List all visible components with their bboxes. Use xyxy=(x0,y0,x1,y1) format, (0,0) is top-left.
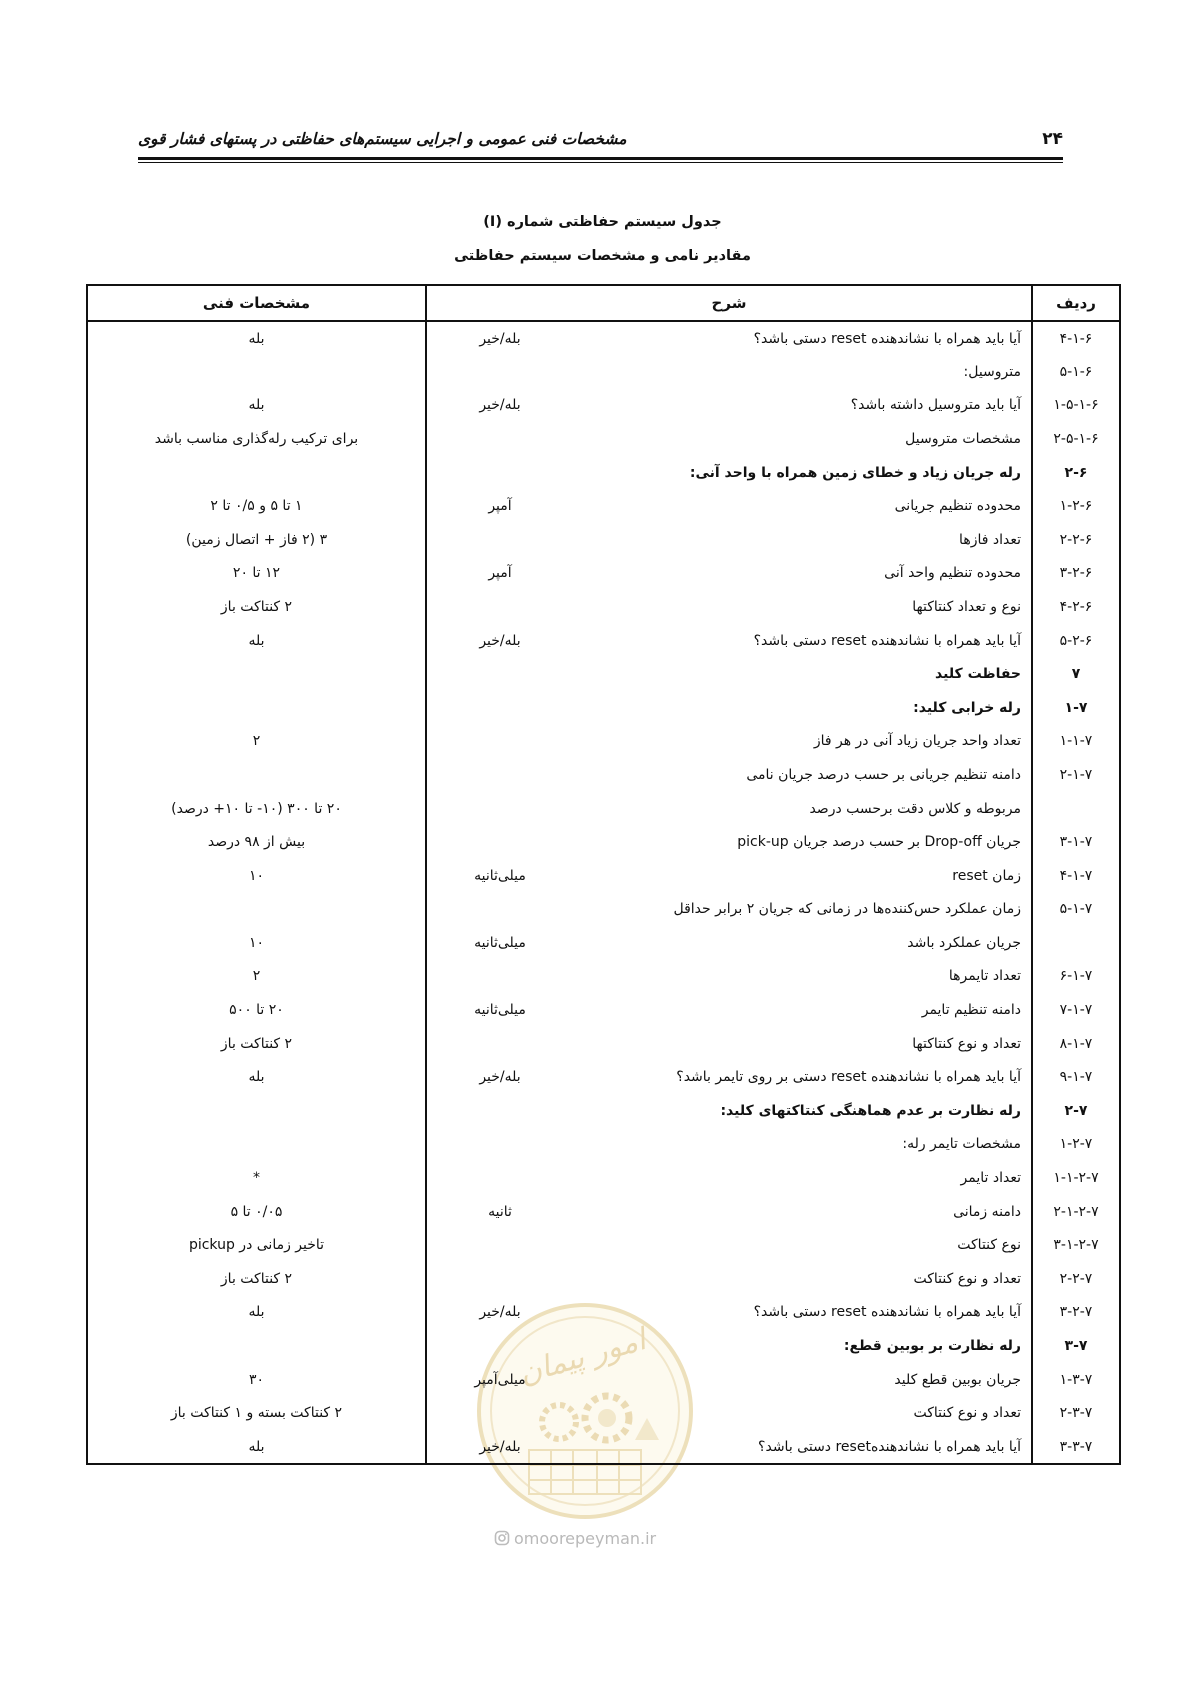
description-inner xyxy=(427,1397,1031,1430)
description-cell xyxy=(426,859,1032,893)
specification-text: ۲ کنتاکت باز xyxy=(220,1035,293,1052)
row-number-cell xyxy=(1032,422,1120,456)
spec-table xyxy=(86,284,1121,1465)
table-row xyxy=(87,1060,1120,1094)
description-cell xyxy=(426,489,1032,523)
row-number-cell xyxy=(1032,1161,1120,1195)
description-text: زمان عملکرد حس‌کننده‌ها در زمانی که جریان ۲ برابر حداقل xyxy=(673,901,1021,918)
specification-cell xyxy=(87,389,426,423)
specification-cell xyxy=(87,960,426,994)
row-number-cell xyxy=(1032,489,1120,523)
description-cell xyxy=(426,691,1032,725)
row-number-cell xyxy=(1032,1396,1120,1430)
specification-cell xyxy=(87,1228,426,1262)
description-text: تعداد واحد جریان زیاد آنی در هر فاز xyxy=(813,733,1021,750)
specification-cell xyxy=(87,523,426,557)
description-inner xyxy=(427,1128,1031,1161)
description-inner xyxy=(427,792,1031,825)
description-text: محدوده تنظیم جریانی xyxy=(894,498,1021,515)
table-row xyxy=(87,1296,1120,1330)
description-inner xyxy=(427,691,1031,724)
description-cell xyxy=(426,355,1032,389)
table-row xyxy=(87,389,1120,423)
table-section-row xyxy=(87,657,1120,691)
header-rule-thin xyxy=(138,162,1063,163)
unit-text: آمپر xyxy=(488,565,512,582)
description-inner xyxy=(427,1162,1031,1195)
description-cell xyxy=(426,1128,1032,1162)
specification-text: ۲ کنتاکت بسته و ۱ کنتاکت باز xyxy=(170,1405,343,1422)
description-text: آیا باید همراه با نشاندهنده reset دستی بر روی تایمر باشد؟ xyxy=(676,1069,1021,1086)
row-number: ۶-۲-۱ xyxy=(1059,498,1093,515)
specification-text: ۲ کنتاکت باز xyxy=(220,1270,293,1287)
description-text: محدوده تنظیم واحد آنی xyxy=(884,565,1021,582)
description-inner xyxy=(427,557,1031,590)
description-cell xyxy=(426,1094,1032,1128)
description-inner xyxy=(427,725,1031,758)
description-text: مربوطه و کلاس دقت برحسب درصد xyxy=(809,800,1021,817)
table-head xyxy=(87,285,1120,321)
row-number: ۷-۲-۱-۲ xyxy=(1053,1203,1099,1220)
specification-text: ۲ xyxy=(252,968,261,985)
row-number: ۶-۲-۲ xyxy=(1059,531,1093,548)
specification-cell xyxy=(87,1060,426,1094)
description-cell xyxy=(426,758,1032,792)
specification-cell xyxy=(87,1363,426,1397)
specification-text: * xyxy=(253,1170,260,1187)
row-number: ۷-۱-۵ xyxy=(1059,901,1093,918)
description-inner xyxy=(427,355,1031,388)
description-inner xyxy=(427,590,1031,623)
specification-cell xyxy=(87,489,426,523)
description-inner xyxy=(427,1094,1031,1127)
description-text: آیا باید همراه با نشاندهندهreset دستی باشد؟ xyxy=(758,1438,1021,1455)
description-text: دامنه تنظیم جریانی بر حسب درصد جریان نامی xyxy=(746,766,1021,783)
row-number: ۷-۲-۱ xyxy=(1059,1136,1093,1153)
table-section-row xyxy=(87,1329,1120,1363)
description-cell xyxy=(426,624,1032,658)
specification-cell xyxy=(87,1128,426,1162)
specification-cell xyxy=(87,725,426,759)
row-number: ۷-۲-۲ xyxy=(1059,1270,1093,1287)
specification-cell xyxy=(87,926,426,960)
description-inner xyxy=(427,1229,1031,1262)
row-number: ۷-۲-۱-۳ xyxy=(1053,1237,1099,1254)
row-number-cell xyxy=(1032,657,1120,691)
row-number-cell xyxy=(1032,691,1120,725)
description-cell xyxy=(426,321,1032,355)
specification-text: ۲ xyxy=(252,733,261,750)
table-row xyxy=(87,725,1120,759)
row-number: ۷-۲-۱-۱ xyxy=(1053,1170,1099,1187)
row-number-cell xyxy=(1032,1027,1120,1061)
description-cell xyxy=(426,1430,1032,1464)
specification-text: برای ترکیب رله‌گذاری مناسب باشد xyxy=(154,430,359,447)
row-number-cell xyxy=(1032,1195,1120,1229)
specification-text: بله xyxy=(248,330,265,347)
specification-cell xyxy=(87,321,426,355)
specification-text: ۱ تا ۵ و ۰/۵ تا ۲ xyxy=(210,498,303,515)
row-number: ۶-۱-۴ xyxy=(1059,330,1093,347)
description-inner xyxy=(427,322,1031,355)
specification-text: بیش از ۹۸ درصد xyxy=(207,834,306,851)
row-number: ۷-۱-۷ xyxy=(1059,1002,1093,1019)
description-cell xyxy=(426,523,1032,557)
row-number: ۶-۱-۵ xyxy=(1059,363,1093,380)
row-number: ۷-۱-۶ xyxy=(1059,968,1093,985)
specification-cell xyxy=(87,456,426,490)
description-inner xyxy=(427,994,1031,1027)
specification-cell xyxy=(87,1027,426,1061)
description-inner xyxy=(427,1296,1031,1329)
specification-text: ۲۰ تا ۵۰۰ xyxy=(229,1002,284,1019)
specification-cell xyxy=(87,993,426,1027)
watermark-site-text: omoorepeyman.ir xyxy=(514,1528,657,1548)
row-number: ۷-۱-۴ xyxy=(1059,867,1093,884)
description-cell xyxy=(426,825,1032,859)
table-header-row xyxy=(87,285,1120,321)
page-number: ۲۴ xyxy=(1042,129,1063,149)
description-text: مشخصات تایمر رله: xyxy=(902,1136,1021,1153)
description-text: آیا باید همراه با نشاندهنده reset دستی باشد؟ xyxy=(753,330,1021,347)
table-section-row xyxy=(87,456,1120,490)
row-number: ۷-۱-۳ xyxy=(1059,834,1093,851)
logo-lettering: امور پیمان xyxy=(515,1322,650,1392)
description-inner xyxy=(427,893,1031,926)
table-row xyxy=(87,1262,1120,1296)
description-inner xyxy=(427,826,1031,859)
table-row xyxy=(87,1161,1120,1195)
description-inner xyxy=(427,926,1031,959)
description-inner xyxy=(427,1430,1031,1463)
specification-text: ۳۰ xyxy=(248,1371,265,1388)
row-number-cell xyxy=(1032,893,1120,927)
specification-cell xyxy=(87,1396,426,1430)
unit-text: میلی‌ثانیه xyxy=(474,934,526,951)
row-number-cell xyxy=(1032,1128,1120,1162)
row-number: ۶-۱-۵-۱ xyxy=(1053,397,1099,414)
description-inner xyxy=(427,960,1031,993)
specification-cell xyxy=(87,1329,426,1363)
unit-text: بله/خیر xyxy=(479,632,521,649)
row-number-cell xyxy=(1032,859,1120,893)
table-row xyxy=(87,1430,1120,1464)
specification-text: بله xyxy=(248,632,265,649)
specification-cell xyxy=(87,590,426,624)
description-cell xyxy=(426,993,1032,1027)
specification-cell xyxy=(87,893,426,927)
row-number-cell xyxy=(1032,456,1120,490)
header-rule-thick xyxy=(138,157,1063,160)
description-cell xyxy=(426,1363,1032,1397)
description-text: تعداد فازها xyxy=(959,531,1021,548)
description-text: رله جریان زیاد و خطای زمین همراه با واحد آنی: xyxy=(689,464,1021,481)
description-inner xyxy=(427,624,1031,657)
description-cell xyxy=(426,1060,1032,1094)
specification-cell xyxy=(87,1296,426,1330)
table-row xyxy=(87,926,1120,960)
specification-cell xyxy=(87,557,426,591)
description-cell xyxy=(426,1161,1032,1195)
description-text: دامنه زمانی xyxy=(953,1203,1021,1220)
running-header xyxy=(138,126,1063,152)
specification-cell xyxy=(87,624,426,658)
row-number: ۷-۱ xyxy=(1064,699,1088,716)
description-inner xyxy=(427,1027,1031,1060)
table-row xyxy=(87,355,1120,389)
row-number: ۷-۳-۲ xyxy=(1059,1405,1093,1422)
specification-cell xyxy=(87,792,426,826)
description-text: تعداد و نوع کنتاکت xyxy=(913,1270,1021,1287)
description-cell xyxy=(426,1296,1032,1330)
description-inner xyxy=(427,859,1031,892)
row-number-cell xyxy=(1032,355,1120,389)
specification-text: تاخیر زمانی در pickup xyxy=(188,1237,325,1254)
table-row xyxy=(87,1128,1120,1162)
row-number-cell xyxy=(1032,758,1120,792)
row-number: ۷-۱-۹ xyxy=(1059,1069,1093,1086)
row-number-cell xyxy=(1032,1329,1120,1363)
unit-text: بله/خیر xyxy=(479,1304,521,1321)
protection-system-table xyxy=(86,284,1119,1465)
specification-cell xyxy=(87,1430,426,1464)
specification-cell xyxy=(87,1161,426,1195)
row-number-cell xyxy=(1032,389,1120,423)
table-row xyxy=(87,1195,1120,1229)
row-number-cell xyxy=(1032,1296,1120,1330)
specification-cell xyxy=(87,758,426,792)
description-inner xyxy=(427,1195,1031,1228)
specification-text: ۰/۰۵ تا ۵ xyxy=(230,1203,283,1220)
specification-text: بله xyxy=(248,1304,265,1321)
table-row xyxy=(87,1396,1120,1430)
row-number-cell xyxy=(1032,1262,1120,1296)
specification-text: ۳ (۲ فاز + اتصال زمین) xyxy=(185,531,328,548)
specification-text: بله xyxy=(248,397,265,414)
table-row xyxy=(87,523,1120,557)
description-cell xyxy=(426,456,1032,490)
table-row xyxy=(87,624,1120,658)
row-number: ۷-۲ xyxy=(1064,1102,1088,1119)
description-text: جریان بوبین قطع کلید xyxy=(894,1371,1021,1388)
row-number: ۶-۲ xyxy=(1064,464,1088,481)
table-row xyxy=(87,893,1120,927)
table-row xyxy=(87,993,1120,1027)
description-text: حفاظت کلید xyxy=(935,666,1021,683)
table-row xyxy=(87,960,1120,994)
table-row xyxy=(87,758,1120,792)
description-text: تعداد تایمر xyxy=(960,1170,1021,1187)
unit-text: بله/خیر xyxy=(479,1069,521,1086)
unit-text: بله/خیر xyxy=(479,330,521,347)
description-text: آیا باید همراه با نشاندهنده reset دستی باشد؟ xyxy=(753,1304,1021,1321)
description-inner xyxy=(427,523,1031,556)
description-inner xyxy=(427,1061,1031,1094)
row-number: ۷-۱-۲ xyxy=(1059,766,1093,783)
description-text: تعداد و نوع کنتاکتها xyxy=(912,1035,1021,1052)
table-row xyxy=(87,1228,1120,1262)
description-text: تعداد تایمرها xyxy=(948,968,1021,985)
description-text: رله نظارت بر عدم هماهنگی کنتاکتهای کلید: xyxy=(720,1102,1021,1119)
unit-text: میلی‌آمپر xyxy=(474,1371,526,1388)
row-number-cell xyxy=(1032,960,1120,994)
specification-cell xyxy=(87,355,426,389)
row-number: ۶-۲-۳ xyxy=(1059,565,1093,582)
specification-cell xyxy=(87,1094,426,1128)
specification-cell xyxy=(87,859,426,893)
table-row xyxy=(87,557,1120,591)
unit-text: ثانیه xyxy=(488,1203,512,1220)
unit-text: بله/خیر xyxy=(479,1438,521,1455)
instagram-icon xyxy=(494,1530,510,1546)
description-text: رله نظارت بر بوبین قطع: xyxy=(843,1338,1021,1355)
row-number-cell xyxy=(1032,1060,1120,1094)
watermark-site xyxy=(494,1528,656,1548)
specification-text: ۱۲ تا ۲۰ xyxy=(232,565,281,582)
row-number: ۶-۱-۵-۲ xyxy=(1053,430,1099,447)
row-number-cell xyxy=(1032,624,1120,658)
row-number: ۷-۱-۱ xyxy=(1059,733,1093,750)
unit-text: میلی‌ثانیه xyxy=(474,867,526,884)
row-number: ۷-۳-۱ xyxy=(1059,1371,1093,1388)
table-row xyxy=(87,422,1120,456)
description-inner xyxy=(427,389,1031,422)
description-cell xyxy=(426,1262,1032,1296)
description-text: تعداد و نوع کنتاکت xyxy=(913,1405,1021,1422)
row-number-cell xyxy=(1032,557,1120,591)
description-inner xyxy=(427,658,1031,691)
description-text: جریان Drop-off بر حسب درصد جریان pick-up xyxy=(737,834,1021,851)
row-number-cell xyxy=(1032,1430,1120,1464)
description-cell xyxy=(426,389,1032,423)
table-row xyxy=(87,489,1120,523)
description-cell xyxy=(426,725,1032,759)
column-header-description: شرح xyxy=(426,285,1032,321)
description-cell xyxy=(426,893,1032,927)
table-row xyxy=(87,590,1120,624)
row-number: ۷ xyxy=(1071,666,1081,683)
row-number-cell xyxy=(1032,725,1120,759)
table-row xyxy=(87,1027,1120,1061)
unit-text: میلی‌ثانیه xyxy=(474,1002,526,1019)
table-row xyxy=(87,825,1120,859)
row-number-cell xyxy=(1032,590,1120,624)
table-section-row xyxy=(87,691,1120,725)
table-row xyxy=(87,859,1120,893)
row-number: ۶-۲-۵ xyxy=(1059,632,1093,649)
description-inner xyxy=(427,1363,1031,1396)
row-number-cell xyxy=(1032,1228,1120,1262)
description-text: دامنه تنظیم تایمر xyxy=(921,1002,1021,1019)
description-inner xyxy=(427,490,1031,523)
row-number: ۷-۱-۸ xyxy=(1059,1035,1093,1052)
specification-text: بله xyxy=(248,1438,265,1455)
row-number: ۷-۳ xyxy=(1064,1338,1088,1355)
table-row xyxy=(87,792,1120,826)
specification-cell xyxy=(87,1195,426,1229)
table-section-row xyxy=(87,1094,1120,1128)
description-inner xyxy=(427,1330,1031,1363)
row-number-cell xyxy=(1032,321,1120,355)
row-number-cell xyxy=(1032,792,1120,826)
specification-text: ۲ کنتاکت باز xyxy=(220,598,293,615)
description-cell xyxy=(426,1195,1032,1229)
description-text: رله خرابی کلید: xyxy=(913,699,1021,716)
description-cell xyxy=(426,926,1032,960)
column-header-row-number: ردیف xyxy=(1032,285,1120,321)
row-number-cell xyxy=(1032,993,1120,1027)
description-text: آیا باید متروسیل داشته باشد؟ xyxy=(850,397,1021,414)
description-text: آیا باید همراه با نشاندهنده reset دستی باشد؟ xyxy=(753,632,1021,649)
description-text: زمان reset xyxy=(952,867,1021,884)
row-number: ۷-۳-۳ xyxy=(1059,1438,1093,1455)
running-header-title: مشخصات فنی عمومی و اجرایی سیستم‌های حفاظتی در پستهای فشار قوی xyxy=(138,130,627,148)
description-inner xyxy=(427,422,1031,455)
row-number-cell xyxy=(1032,1094,1120,1128)
description-inner xyxy=(427,1262,1031,1295)
row-number-cell xyxy=(1032,523,1120,557)
table-subtitle: مقادیر نامی و مشخصات سیستم حفاظتی xyxy=(454,248,751,264)
description-cell xyxy=(426,590,1032,624)
description-cell xyxy=(426,960,1032,994)
description-text: متروسیل: xyxy=(963,363,1021,380)
unit-text: آمپر xyxy=(488,498,512,515)
unit-text: بله/خیر xyxy=(479,397,521,414)
table-row xyxy=(87,321,1120,355)
specification-text: ۱۰ xyxy=(248,867,265,884)
specification-cell xyxy=(87,1262,426,1296)
row-number-cell xyxy=(1032,825,1120,859)
description-cell xyxy=(426,557,1032,591)
description-cell xyxy=(426,1396,1032,1430)
description-cell xyxy=(426,1027,1032,1061)
description-cell xyxy=(426,1228,1032,1262)
column-header-specification: مشخصات فنی xyxy=(87,285,426,321)
table-title: جدول سیستم حفاظتی شماره (I) xyxy=(483,214,722,230)
table-body xyxy=(87,321,1120,1464)
description-text: نوع و تعداد کنتاکتها xyxy=(912,598,1021,615)
table-row xyxy=(87,1363,1120,1397)
description-inner xyxy=(427,758,1031,791)
specification-cell xyxy=(87,657,426,691)
description-text: نوع کنتاکت xyxy=(957,1237,1021,1254)
description-cell xyxy=(426,422,1032,456)
specification-text: ۱۰ xyxy=(248,934,265,951)
description-inner xyxy=(427,456,1031,489)
description-text: جریان عملکرد باشد xyxy=(907,934,1021,951)
specification-cell xyxy=(87,691,426,725)
specification-cell xyxy=(87,422,426,456)
row-number: ۶-۲-۴ xyxy=(1059,598,1093,615)
specification-text: بله xyxy=(248,1069,265,1086)
description-cell xyxy=(426,792,1032,826)
specification-text: ۲۰ تا ۳۰۰ (۱۰- تا ۱۰+ درصد) xyxy=(171,800,342,817)
description-text: مشخصات متروسیل xyxy=(905,430,1021,447)
description-cell xyxy=(426,1329,1032,1363)
description-cell xyxy=(426,657,1032,691)
row-number: ۷-۲-۳ xyxy=(1059,1304,1093,1321)
row-number-cell xyxy=(1032,926,1120,960)
row-number-cell xyxy=(1032,1363,1120,1397)
specification-cell xyxy=(87,825,426,859)
